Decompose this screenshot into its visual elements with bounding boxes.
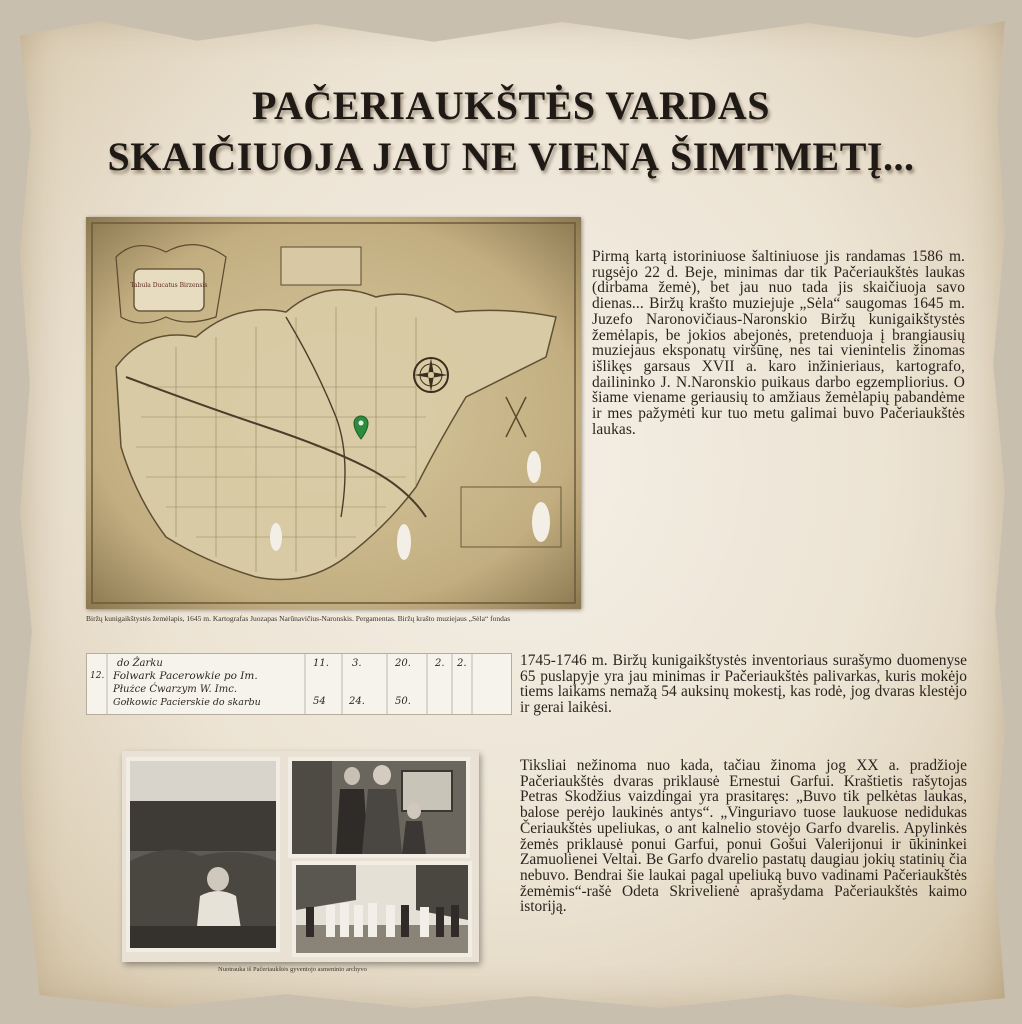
inventory-num-d: 2. xyxy=(435,658,445,669)
photo-caption: Nuotrauka iš Pačeriaukštės gyventojo asmeninio archyvo xyxy=(218,966,367,973)
inventory-line-4: Gołkowic Pacierskie do skarbu xyxy=(113,697,261,708)
map-cartouche-text: Tabula Ducatus Birzensis xyxy=(130,282,208,289)
inventory-num-a: 11. xyxy=(313,658,329,669)
paragraph-garfas-manor: Tiksliai nežinoma nuo kada, tačiau žinoma jog XX a. pradžioje Pačeriaukštės dvaras priklausė Ernestui Garfui. Kraštietis rašytojas Petras Skodžius vaizdingai yra prasitaręs: „Buvo tik pelkėtas laukas, balose perėjo laukinės antys“. „Vinguriavo tuose laukuose nedidukas Čeriaukštės upeliukas, o ant kalnelio stovėjo Garfo dvarelis. Apylinkės žemės priklausė ponui Garfui, ponui Gošui Valerijonui ir ūkininkei Zamuolienei Veltai. Be Garfo dvarelio pastatų daugiau jokių statinių čia nebuvo. Bendrai šie laukai pagal upeliuką buvo vadinami Pačeriaukštės žemėmis“-rašė Odeta Skrivelienė aprašydama Pačeriaukštės kaimo istoriją. xyxy=(520,757,967,916)
archive-photos-collage xyxy=(122,751,479,962)
inventory-num-h: 50. xyxy=(395,696,411,707)
inventory-line-2: Folwark Pacerowkie po Im. xyxy=(113,670,258,682)
historic-map-image xyxy=(86,217,581,609)
inventory-num-e: 2. xyxy=(457,658,467,669)
inventory-line-3: Płużce Ćwarzym W. Imc. xyxy=(113,684,238,695)
title-line-2: SKAIČIUOJA JAU NE VIENĄ ŠIMTMETĮ... xyxy=(107,134,915,179)
inventory-num-f: 54 xyxy=(313,696,326,707)
inventory-line-1: do Ẑarku xyxy=(117,658,163,669)
photo-family-group xyxy=(288,757,470,858)
photo-seated-woman xyxy=(126,757,280,952)
photo-procession xyxy=(292,861,472,957)
title-line-1: PAČERIAUKŠTĖS VARDAS xyxy=(252,83,770,128)
inventory-num-b: 3. xyxy=(352,658,362,669)
inventory-row-number: 12. xyxy=(90,671,105,681)
paragraph-inventory: 1745-1746 m. Biržų kunigaikštystės inventoriaus surašymo duomenyse 65 puslapyje yra jau minimas ir Pačeriaukštės palivarkas, kuris mokėjo tiems laikams nemažą 54 auksinų mokestį, kas rodė, jog dvaras klestėjo ir gerai laikėsi. xyxy=(520,652,967,717)
inventory-manuscript-image xyxy=(86,653,512,715)
page-title xyxy=(40,80,982,182)
inventory-num-c: 20. xyxy=(395,658,411,669)
paragraph-map-history: Pirmą kartą istoriniuose šaltiniuose jis randamas 1586 m. rugsėjo 22 d. Beje, minimas dar tik Pačeriaukštės laukas (dirbama žemė), bet jau nuo tada jis skaičiuoja savo dienas... Biržų krašto muziejuje „Sėla“ saugomas 1645 m. Juzefo Naronovičiaus-Naronskio Biržų kunigaikštystės žemėlapis, be jokios abejonės, pretenduoja į brangiausių muziejaus eksponatų viršūnę, nes tai vienintelis žinomas išlikęs garsaus XVII a. karo inžinieriaus, kartografo, dailininko J. N.Naronskio puikaus darbo egzempliorius. O šiame viename geriausių to amžiaus žemėlapių pabandėme ir mes pažymėti kur tuo metu galimai buvo Pačeriaukštės laukas. xyxy=(592,248,965,438)
inventory-num-g: 24. xyxy=(349,696,365,707)
map-caption: Biržų kunigaikštystės žemėlapis, 1645 m. Kartografas Juozapas Narūnavičius-Naronskis. Pergamentas. Biržų krašto muziejaus „Sėla“ fondas xyxy=(86,614,511,623)
